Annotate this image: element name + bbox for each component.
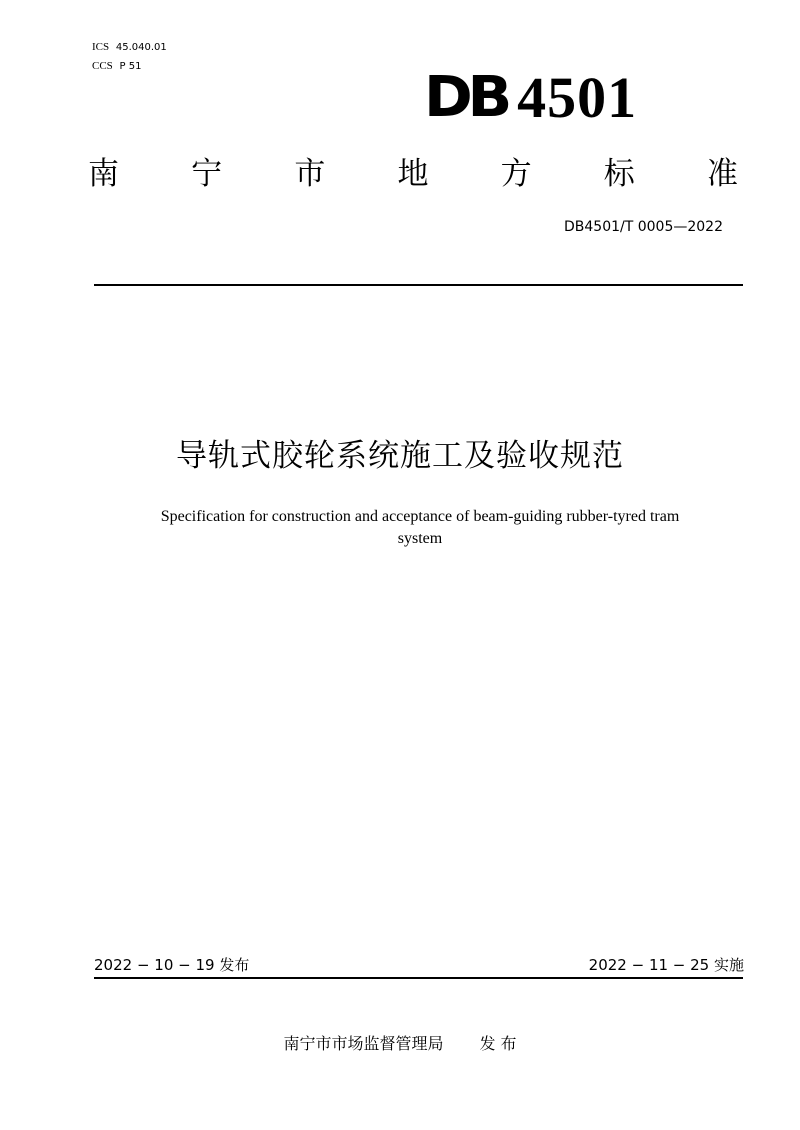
- document-title-english-line: system: [397, 530, 443, 547]
- ccs-value: P 51: [119, 61, 142, 72]
- ics-value: 45.040.01: [115, 42, 167, 53]
- standard-type-char: 宁: [191, 156, 223, 192]
- standard-type-char: 地: [397, 156, 429, 192]
- implementation-date: 2022 − 11 − 25 实施: [588, 956, 744, 974]
- ccs-label: CCS: [92, 60, 113, 72]
- document-title-english-line: Specification for construction and acceptance of beam-guiding rubber-tyred tram: [160, 508, 680, 525]
- document-title-english: [100, 506, 740, 550]
- document-title-chinese: 导轨式胶轮系统施工及验收规范: [176, 438, 624, 474]
- footer-divider: [94, 977, 743, 979]
- ics-label: ICS: [92, 41, 110, 53]
- standard-type-char: 市: [294, 156, 326, 192]
- release-date: 2022 − 10 − 19 发布: [94, 956, 250, 974]
- standard-type-char: 方: [500, 156, 532, 192]
- issuer-action: 发 布: [479, 1034, 517, 1053]
- standard-type-char: 标: [603, 156, 635, 192]
- header-divider: [94, 284, 743, 286]
- standard-type-char: 南: [88, 156, 119, 192]
- standard-code: DB4501/T 0005—2022: [564, 219, 723, 235]
- ics-line: [92, 40, 167, 55]
- standard-type: [88, 152, 738, 196]
- standard-mark-number: 4501: [517, 65, 638, 130]
- standard-mark: [424, 66, 637, 130]
- ccs-line: [92, 59, 141, 74]
- standard-type-char: 准: [706, 156, 738, 192]
- standard-mark-prefix: DB: [424, 65, 508, 130]
- issuer-line: [0, 1033, 800, 1055]
- issuer-name: 南宁市市场监督管理局: [283, 1034, 444, 1053]
